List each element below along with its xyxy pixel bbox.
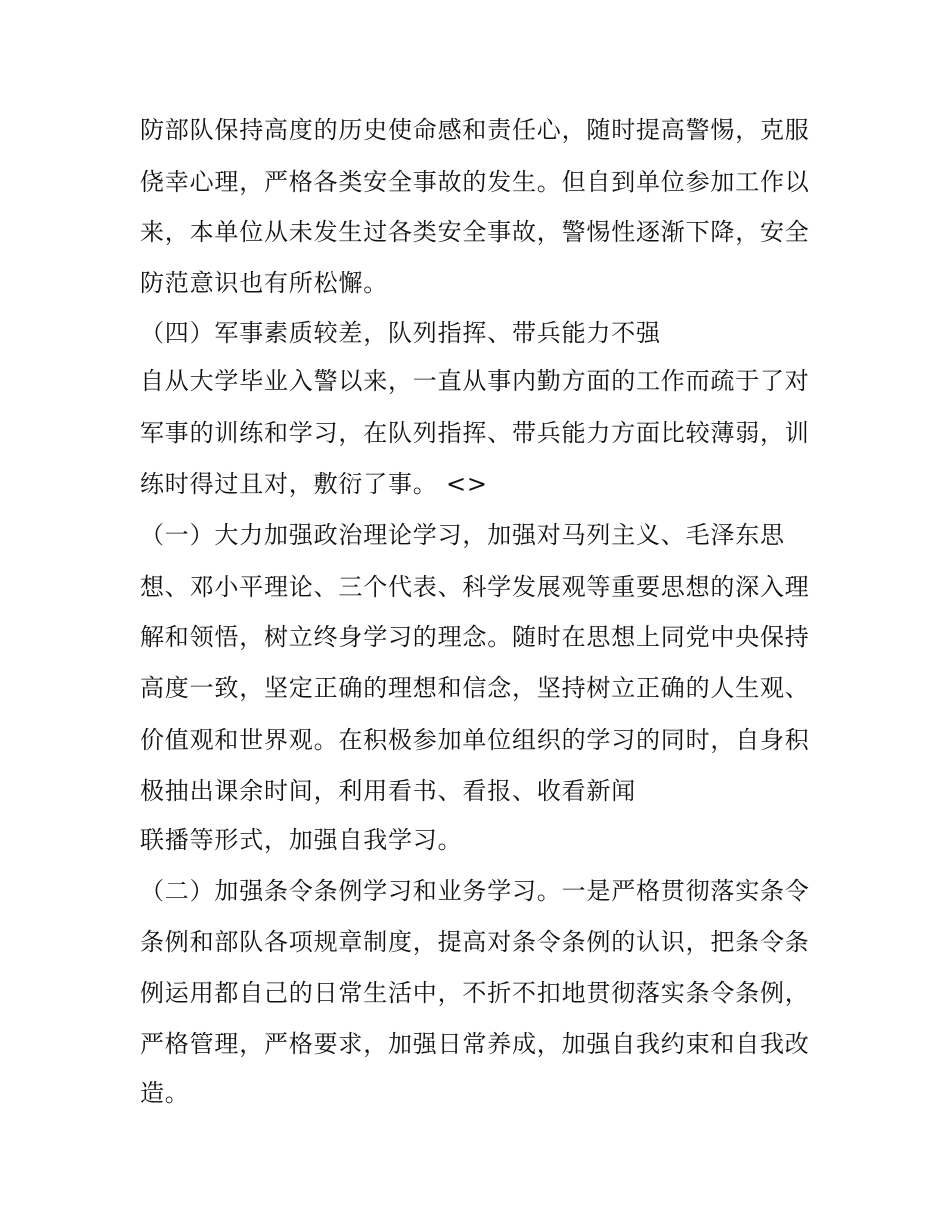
text-line: 联播等形式，加强自我学习。 bbox=[140, 826, 463, 854]
section-heading: （四）军事素质较差，队列指挥、带兵能力不强 bbox=[140, 319, 661, 347]
text-line: 高度一致，坚定正确的理想和信念，坚持树立正确的人生观、 bbox=[140, 674, 810, 702]
text-line: （二）加强条令条例学习和业务学习。一是严格贯彻落实条令 bbox=[140, 877, 810, 905]
text-line: 练时得过且对，敷衍了事。 <> bbox=[140, 470, 488, 498]
text-line: 条例和部队各项规章制度，提高对条令条例的认识，把条令条 bbox=[140, 928, 810, 956]
text-line: 防部队保持高度的历史使命感和责任心，随时提高警惕，克服 bbox=[140, 116, 810, 144]
text-line: 自从大学毕业入警以来，一直从事内勤方面的工作而疏于了对 bbox=[140, 367, 810, 395]
text-line: 例运用都自己的日常生活中，不折不扣地贯彻落实条令条例， bbox=[140, 979, 810, 1007]
text-line: 价值观和世界观。在积极参加单位组织的学习的同时，自身积 bbox=[140, 726, 810, 754]
text-line: 解和领悟，树立终身学习的理念。随时在思想上同党中央保持 bbox=[140, 623, 810, 651]
text-line: 想、邓小平理论、三个代表、科学发展观等重要思想的深入理 bbox=[140, 573, 810, 601]
text-line: 防范意识也有所松懈。 bbox=[140, 269, 388, 297]
text-line: 军事的训练和学习，在队列指挥、带兵能力方面比较薄弱，训 bbox=[140, 419, 810, 447]
text-line: 严格管理，严格要求，加强日常养成，加强自我约束和自我改 bbox=[140, 1030, 810, 1058]
text-line: 极抽出课余时间，利用看书、看报、收看新闻 bbox=[140, 777, 636, 805]
text-line: 来，本单位从未发生过各类安全事故，警惕性逐渐下降，安全 bbox=[140, 218, 810, 246]
text-line: 侥幸心理，严格各类安全事故的发生。但自到单位参加工作以 bbox=[140, 168, 810, 196]
text-line: 造。 bbox=[140, 1079, 190, 1107]
text-line: （一）大力加强政治理论学习，加强对马列主义、毛泽东思 bbox=[140, 521, 785, 549]
